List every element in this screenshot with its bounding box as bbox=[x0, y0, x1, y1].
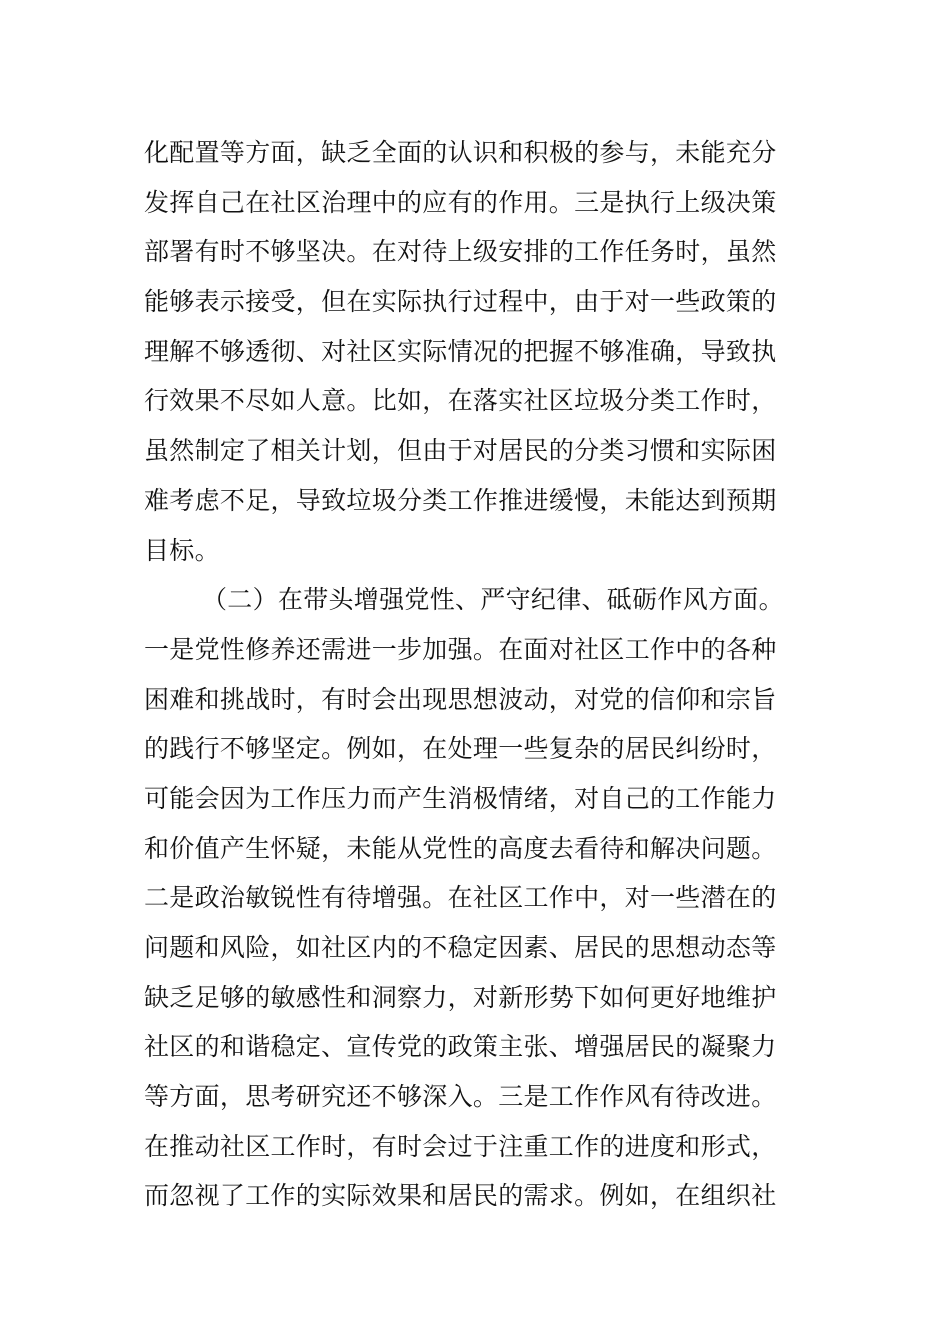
text-line: 而忽视了工作的实际效果和居民的需求。例如，在组织社 bbox=[144, 1181, 777, 1211]
text-line: 问题和风险，如社区内的不稳定因素、居民的思想动态等 bbox=[144, 933, 777, 962]
text-line: 虽然制定了相关计划，但由于对居民的分类习惯和实际困 bbox=[144, 436, 777, 466]
body-text bbox=[144, 128, 824, 1221]
text-line: 行效果不尽如人意。比如，在落实社区垃圾分类工作时， bbox=[144, 386, 777, 416]
text-line: 一是党性修养还需进一步加强。在面对社区工作中的各种 bbox=[144, 634, 777, 664]
text-line: 发挥自己在社区治理中的应有的作用。三是执行上级决策 bbox=[144, 187, 777, 217]
text-line: 可能会因为工作压力而产生消极情绪，对自己的工作能力 bbox=[144, 783, 777, 813]
text-line: 目标。 bbox=[144, 535, 220, 565]
text-line: 难考虑不足，导致垃圾分类工作推进缓慢，未能达到预期 bbox=[144, 485, 777, 515]
text-line: 的践行不够坚定。例如，在处理一些复杂的居民纠纷时， bbox=[144, 734, 777, 764]
text-line: 理解不够透彻、对社区实际情况的把握不够准确，导致执 bbox=[144, 336, 777, 366]
text-line: 在推动社区工作时，有时会过于注重工作的进度和形式， bbox=[144, 1131, 777, 1161]
text-line: 二是政治敏锐性有待增强。在社区工作中，对一些潜在的 bbox=[144, 883, 777, 913]
text-line: 能够表示接受，但在实际执行过程中，由于对一些政策的 bbox=[144, 287, 777, 317]
text-line: 社区的和谐稳定、宣传党的政策主张、增强居民的凝聚力 bbox=[144, 1032, 777, 1062]
text-line: 等方面，思考研究还不够深入。三是工作作风有待改进。 bbox=[144, 1082, 777, 1112]
text-line: 部署有时不够坚决。在对待上级安排的工作任务时，虽然 bbox=[144, 237, 777, 267]
text-line: 化配置等方面，缺乏全面的认识和积极的参与，未能充分 bbox=[144, 138, 777, 167]
text-line: 困难和挑战时，有时会出现思想波动，对党的信仰和宗旨 bbox=[144, 684, 777, 714]
text-line: 和价值产生怀疑，未能从党性的高度去看待和解决问题。 bbox=[144, 833, 777, 863]
text-line: 缺乏足够的敏感性和洞察力，对新形势下如何更好地维护 bbox=[144, 982, 777, 1012]
section-heading: （二）在带头增强党性、严守纪律、砥砺作风方面。 bbox=[202, 585, 784, 615]
